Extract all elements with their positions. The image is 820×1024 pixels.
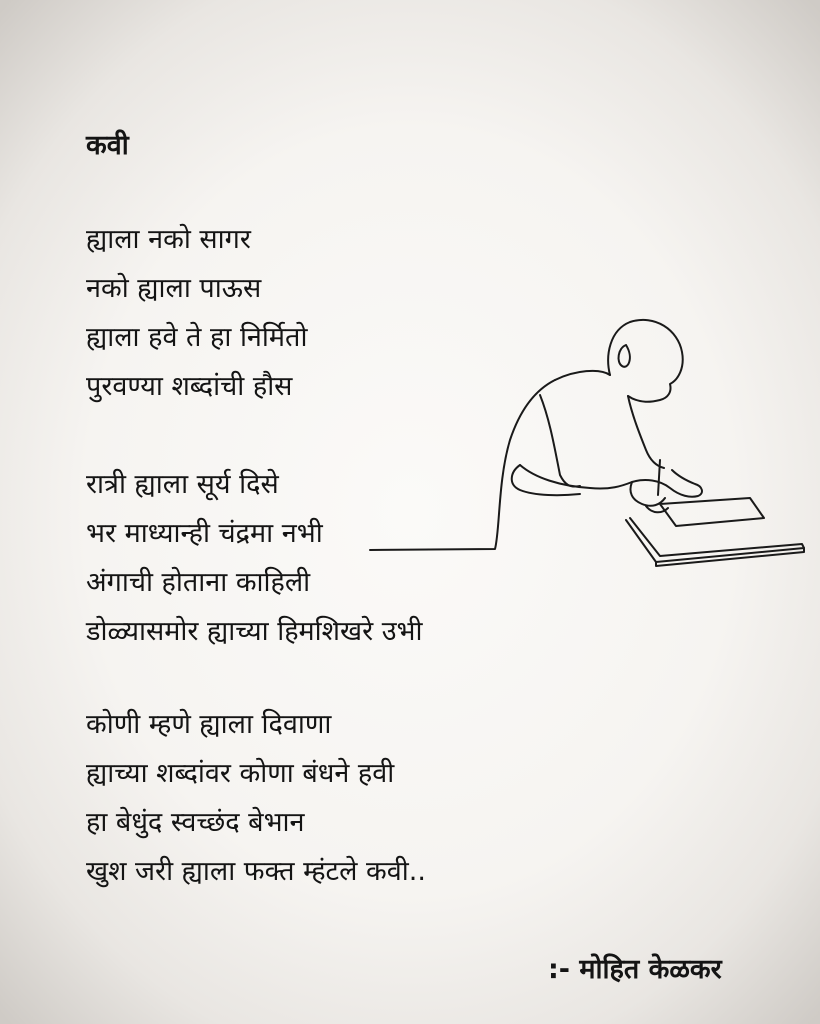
author-signature: :- मोहित केळकर — [548, 954, 722, 985]
poem-line: ह्याला नको सागर — [86, 224, 251, 255]
poem-line: नको ह्याला पाऊस — [86, 273, 262, 304]
stanza-1 — [86, 215, 307, 411]
poem-line: भर माध्यान्ही चंद्रमा नभी — [86, 518, 323, 549]
poem-line: हा बेधुंद स्वच्छंद बेभान — [86, 807, 305, 838]
poem-line: ह्याच्या शब्दांवर कोणा बंधने हवी — [86, 758, 395, 789]
poem-line: अंगाची होताना काहिली — [86, 567, 311, 598]
poem-line: कोणी म्हणे ह्याला दिवाणा — [86, 709, 332, 740]
poem-line: खुश जरी ह्याला फक्त म्हंटले कवी.. — [86, 856, 426, 887]
poem-line: पुरवण्या शब्दांची हौस — [86, 371, 293, 402]
poem-title: कवी — [86, 130, 129, 161]
person-writing-line-art-icon — [360, 300, 820, 590]
poem-line: डोळ्यासमोर ह्याच्या हिमशिखरे उभी — [86, 616, 423, 647]
poem-line: रात्री ह्याला सूर्य दिसे — [86, 469, 279, 500]
poem-line: ह्याला हवे ते हा निर्मितो — [86, 322, 308, 353]
stanza-3 — [86, 700, 426, 896]
